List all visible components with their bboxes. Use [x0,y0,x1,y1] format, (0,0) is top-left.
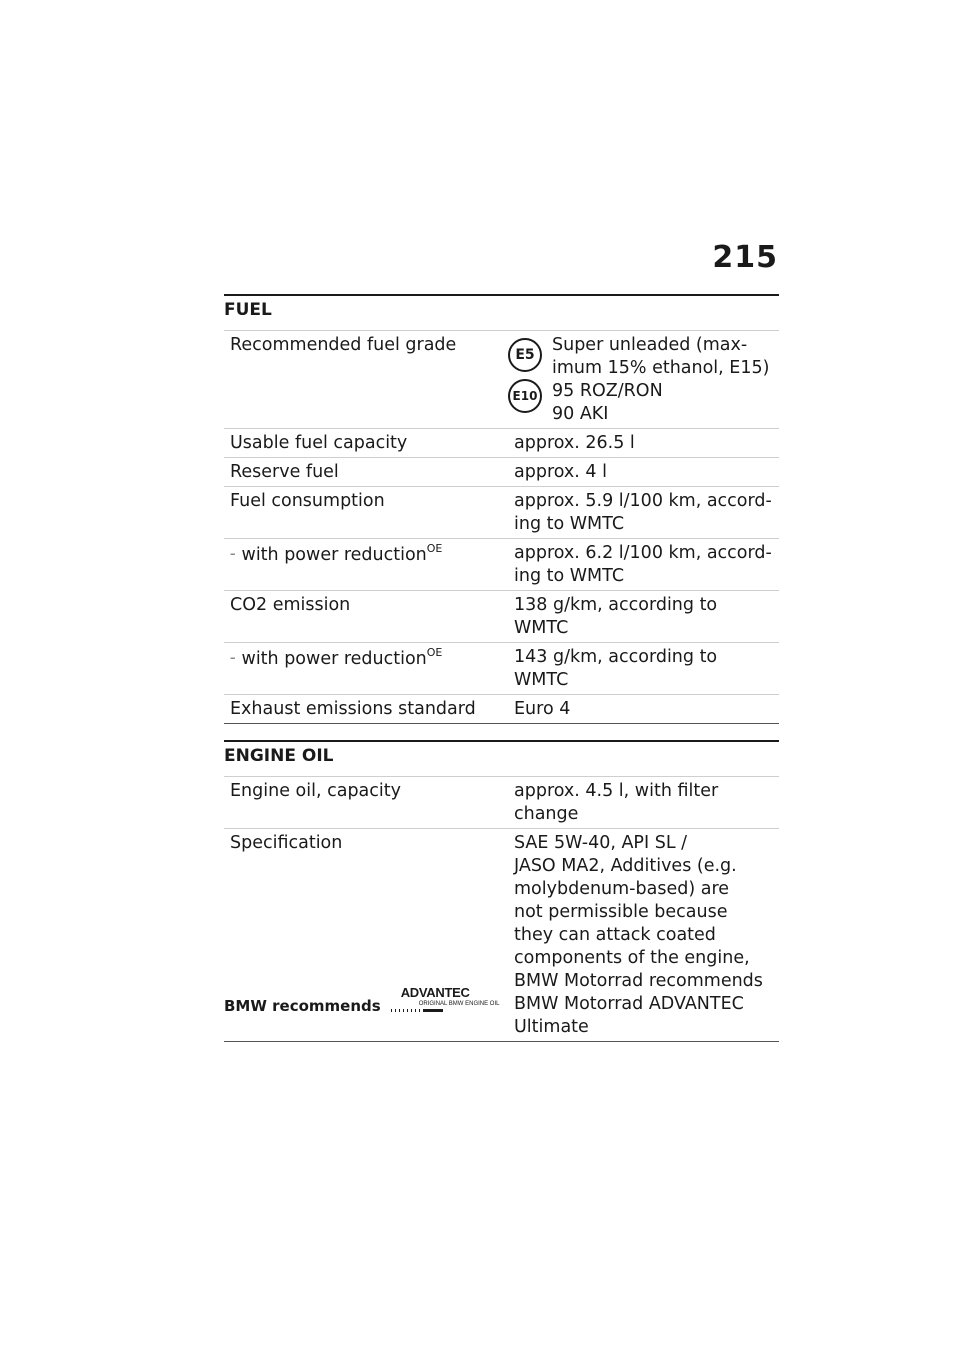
row-label [230,646,508,671]
row-value-line: molybdenum-based) are [514,879,730,899]
row-label: Engine oil, capacity [230,781,401,801]
row-value-line: 143 g/km, according to [514,647,718,667]
table-cell-value [508,695,779,724]
row-value-line: approx. 4.5 l, with filter [514,781,719,801]
row-value-line: change [514,804,579,824]
logo-bar-icon [423,1009,443,1012]
logo-name: ADVANTEC [400,985,470,1000]
row-value-line: 138 g/km, according to [514,595,718,615]
table-cell-label [224,429,508,458]
fuel-grade-line: 95 ROZ/RON [552,381,663,401]
row-value-line: BMW Motorrad recommends [514,971,763,991]
row-value-line: approx. 5.9 l/100 km, accord- [514,491,772,511]
table-cell-value [508,458,779,487]
table-row [224,591,779,643]
fuel-section-title: FUEL [224,294,779,330]
table-row [224,458,779,487]
row-value-line: they can attack coated [514,925,716,945]
table-cell-label [224,331,508,429]
row-value-line: approx. 26.5 l [514,433,635,453]
e10-fuel-icon: E10 [508,379,542,413]
table-cell-value [508,487,779,539]
table-row [224,695,779,724]
row-value-line: Euro 4 [514,699,571,719]
table-cell-label [224,539,508,591]
row-value-line: ing to WMTC [514,514,625,534]
row-value-line: approx. 4 l [514,462,607,482]
table-cell-value [508,331,779,429]
table-cell-label [224,458,508,487]
row-label-text: Reserve fuel [230,462,339,482]
page-number: 215 [712,240,778,275]
row-label [230,461,508,484]
row-label [230,490,508,513]
row-value-line: JASO MA2, Additives (e.g. [514,856,737,876]
fuel-grade-line: 90 AKI [552,404,609,424]
bmw-recommends [224,985,500,1015]
row-label [230,594,508,617]
row-label [230,698,508,721]
row-label-text: with power reduction [241,545,427,565]
table-cell-value [508,591,779,643]
dash-prefix: – [230,547,236,560]
row-value-line: SAE 5W-40, API SL / [514,833,688,853]
row-label-text: Usable fuel capacity [230,433,408,453]
fuel-grade-label: Recommended fuel grade [230,335,457,355]
row-label [230,432,508,455]
row-label-text: with power reduction [241,649,427,669]
row-label-text: Fuel consumption [230,491,385,511]
fuel-badges [508,338,552,420]
fuel-section [224,294,779,1042]
engine-oil-section-title: ENGINE OIL [224,740,779,776]
table-cell-value [508,777,779,829]
table-row [224,331,779,429]
optional-equipment-marker: OE [426,646,443,659]
row-value-line: not permissible because [514,902,728,922]
fuel-grade-line: imum 15% ethanol, E15) [552,358,770,378]
row-value-line: approx. 6.2 l/100 km, accord- [514,543,772,563]
row-label-text: Exhaust emissions standard [230,699,476,719]
logo-subtitle: ORIGINAL BMW ENGINE OIL [418,1001,500,1007]
row-value-line: WMTC [514,670,569,690]
table-cell-value [508,429,779,458]
row-label [230,542,508,567]
row-value-line: ing to WMTC [514,566,625,586]
table-cell-label [224,777,508,829]
row-value-line: BMW Motorrad ADVANTEC Ultimate [514,994,744,1037]
table-cell-label [224,591,508,643]
table-cell-value [508,829,779,1042]
table-cell-value [508,643,779,695]
table-cell-value [508,539,779,591]
table-row [224,429,779,458]
table-row [224,777,779,829]
dash-prefix: – [230,651,236,664]
table-row [224,539,779,591]
table-row [224,643,779,695]
advantec-logo [391,985,500,1015]
fuel-table [224,330,779,724]
e5-fuel-icon: E5 [508,338,542,372]
optional-equipment-marker: OE [426,542,443,555]
recommend-text: BMW recommends [224,997,381,1015]
table-cell-label [224,643,508,695]
row-value-line: WMTC [514,618,569,638]
table-cell-label [224,695,508,724]
row-label-text: CO2 emission [230,595,351,615]
fuel-grade-line: Super unleaded (max- [552,335,748,355]
row-value-line: components of the engine, [514,948,750,968]
table-cell-label [224,487,508,539]
table-row [224,487,779,539]
row-label: Specification [230,833,343,853]
